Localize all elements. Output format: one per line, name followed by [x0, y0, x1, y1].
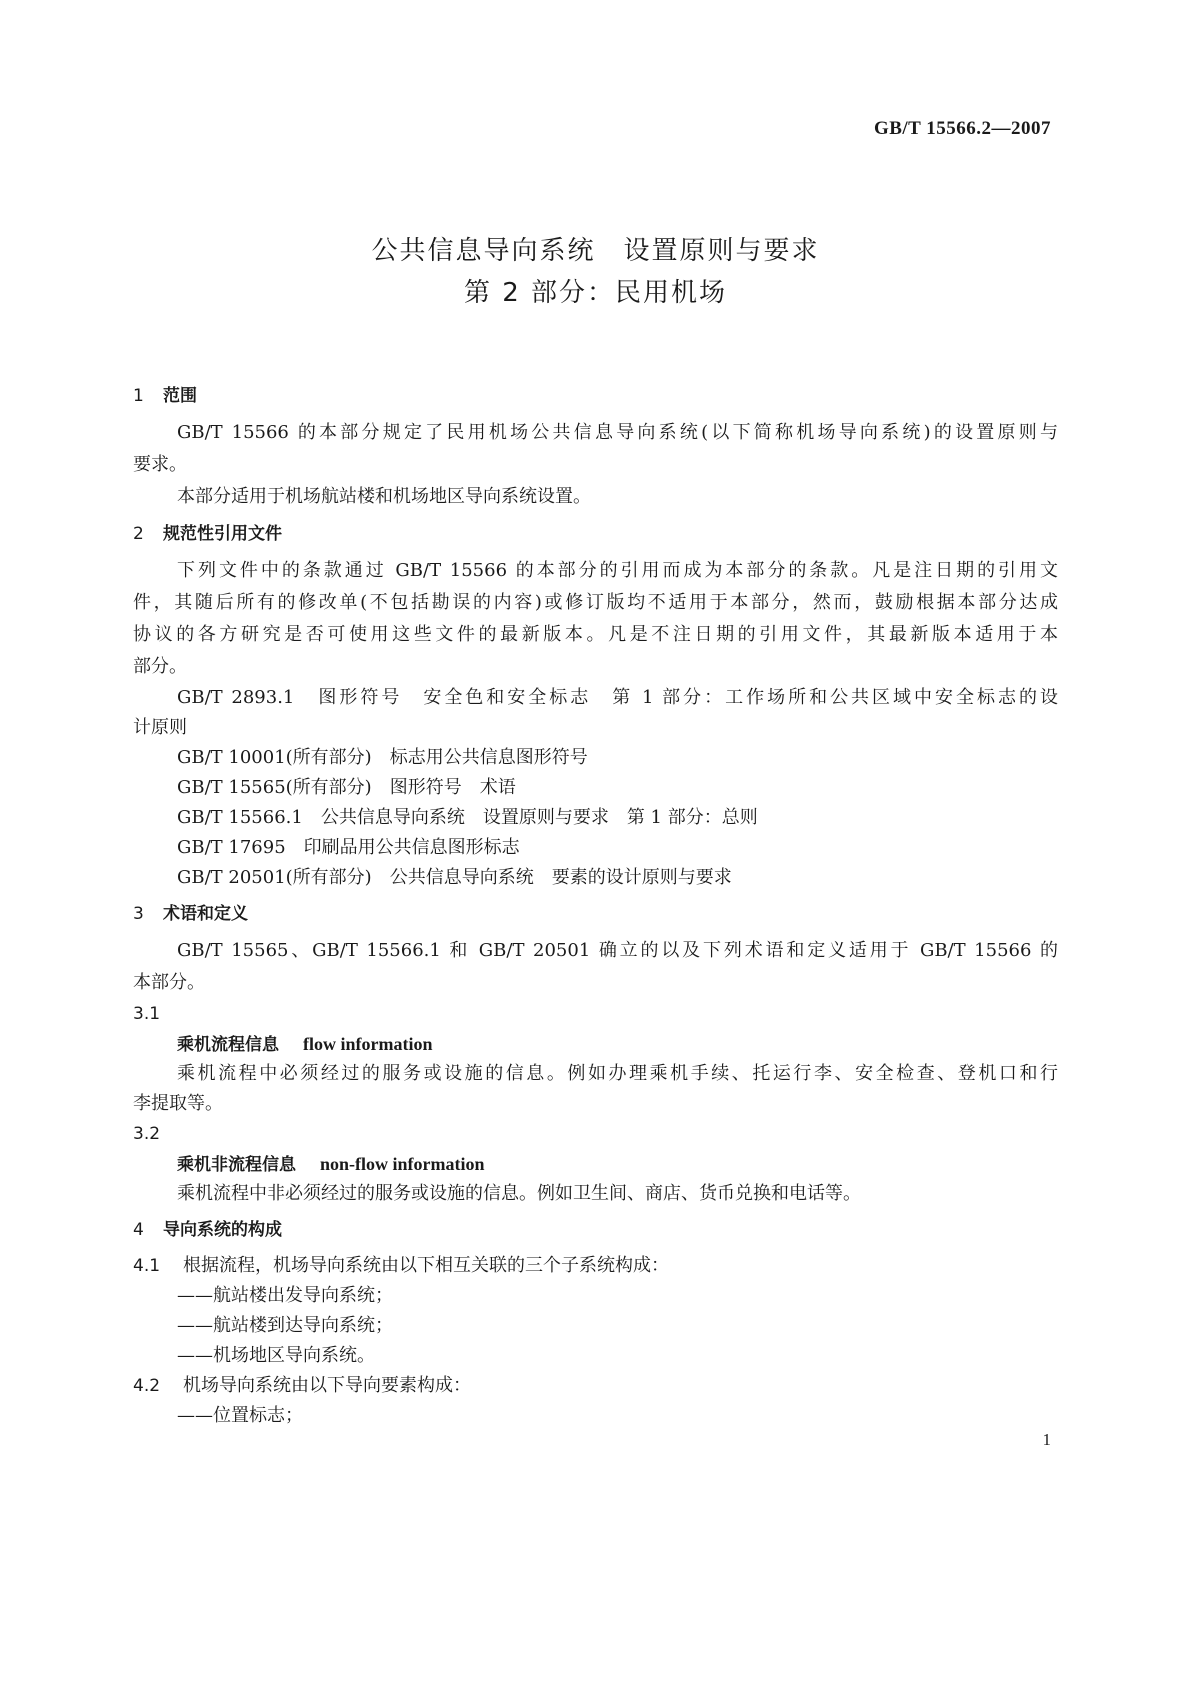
reference-item: GB/T 10001(所有部分) 标志用公共信息图形符号 — [177, 747, 588, 768]
list-item: ——航站楼出发导向系统； — [177, 1285, 393, 1306]
reference-item: 计原则 — [133, 717, 187, 738]
paragraph-line: 本部分。 — [133, 972, 205, 993]
document-body — [133, 375, 1058, 1431]
paragraph-line: 部分。 — [133, 656, 187, 677]
paragraph-line: 件，其随后所有的修改单(不包括勘误的内容)或修订版均不适用于本部分，然而，鼓励根据本部分达成 — [133, 592, 1058, 613]
section-heading-terms-definitions: 3 术语和定义 — [133, 904, 248, 924]
paragraph-line: GB/T 15565、GB/T 15566.1 和 GB/T 20501 确立的以及下列术语和定义适用于 GB/T 15566 的 — [177, 940, 1058, 961]
paragraph-line: 协议的各方研究是否可使用这些文件的最新版本。凡是不注日期的引用文件，其最新版本适用于本 — [133, 624, 1058, 645]
section-heading-normative-references: 2 规范性引用文件 — [133, 524, 282, 544]
term-title: 乘机流程信息 flow information — [177, 1034, 433, 1055]
clause-4-2: 4.2 机场导向系统由以下导向要素构成： — [133, 1375, 471, 1396]
page-number: 1 — [1042, 1430, 1051, 1449]
term-definition: 乘机流程中必须经过的服务或设施的信息。例如办理乘机手续、托运行李、安全检查、登机口和行 — [177, 1063, 1058, 1084]
reference-item: GB/T 2893.1 图形符号 安全色和安全标志 第 1 部分：工作场所和公共区域中安全标志的设 — [177, 687, 1058, 708]
document-subtitle: 第 2 部分：民用机场 — [463, 278, 728, 308]
paragraph-line: 本部分适用于机场航站楼和机场地区导向系统设置。 — [177, 486, 591, 507]
term-definition: 李提取等。 — [133, 1093, 223, 1114]
paragraph-line: 下列文件中的条款通过 GB/T 15566 的本部分的引用而成为本部分的条款。凡是注日期的引用文 — [177, 560, 1058, 581]
reference-item: GB/T 20501(所有部分) 公共信息导向系统 要素的设计原则与要求 — [177, 867, 732, 888]
section-heading-scope: 1 范围 — [133, 386, 197, 406]
term-definition: 乘机流程中非必须经过的服务或设施的信息。例如卫生间、商店、货币兑换和电话等。 — [177, 1183, 861, 1204]
list-item: ——位置标志； — [177, 1405, 303, 1426]
clause-4-1: 4.1 根据流程，机场导向系统由以下相互关联的三个子系统构成： — [133, 1255, 669, 1276]
standard-code: GB/T 15566.2—2007 — [873, 118, 1051, 139]
reference-item: GB/T 17695 印刷品用公共信息图形标志 — [177, 837, 520, 858]
list-item: ——机场地区导向系统。 — [177, 1345, 375, 1366]
paragraph-line: GB/T 15566 的本部分规定了民用机场公共信息导向系统(以下简称机场导向系统)的设置原则与 — [177, 422, 1058, 443]
reference-item: GB/T 15566.1 公共信息导向系统 设置原则与要求 第 1 部分：总则 — [177, 807, 758, 828]
document-title: 公共信息导向系统 设置原则与要求 — [371, 236, 820, 266]
list-item: ——航站楼到达导向系统； — [177, 1315, 393, 1336]
term-title: 乘机非流程信息 non-flow information — [177, 1154, 485, 1175]
reference-item: GB/T 15565(所有部分) 图形符号 术语 — [177, 777, 516, 798]
section-heading-system-composition: 4 导向系统的构成 — [133, 1220, 282, 1240]
term-number: 3.1 — [133, 1004, 161, 1024]
term-number: 3.2 — [133, 1124, 161, 1144]
paragraph-line: 要求。 — [133, 454, 187, 475]
